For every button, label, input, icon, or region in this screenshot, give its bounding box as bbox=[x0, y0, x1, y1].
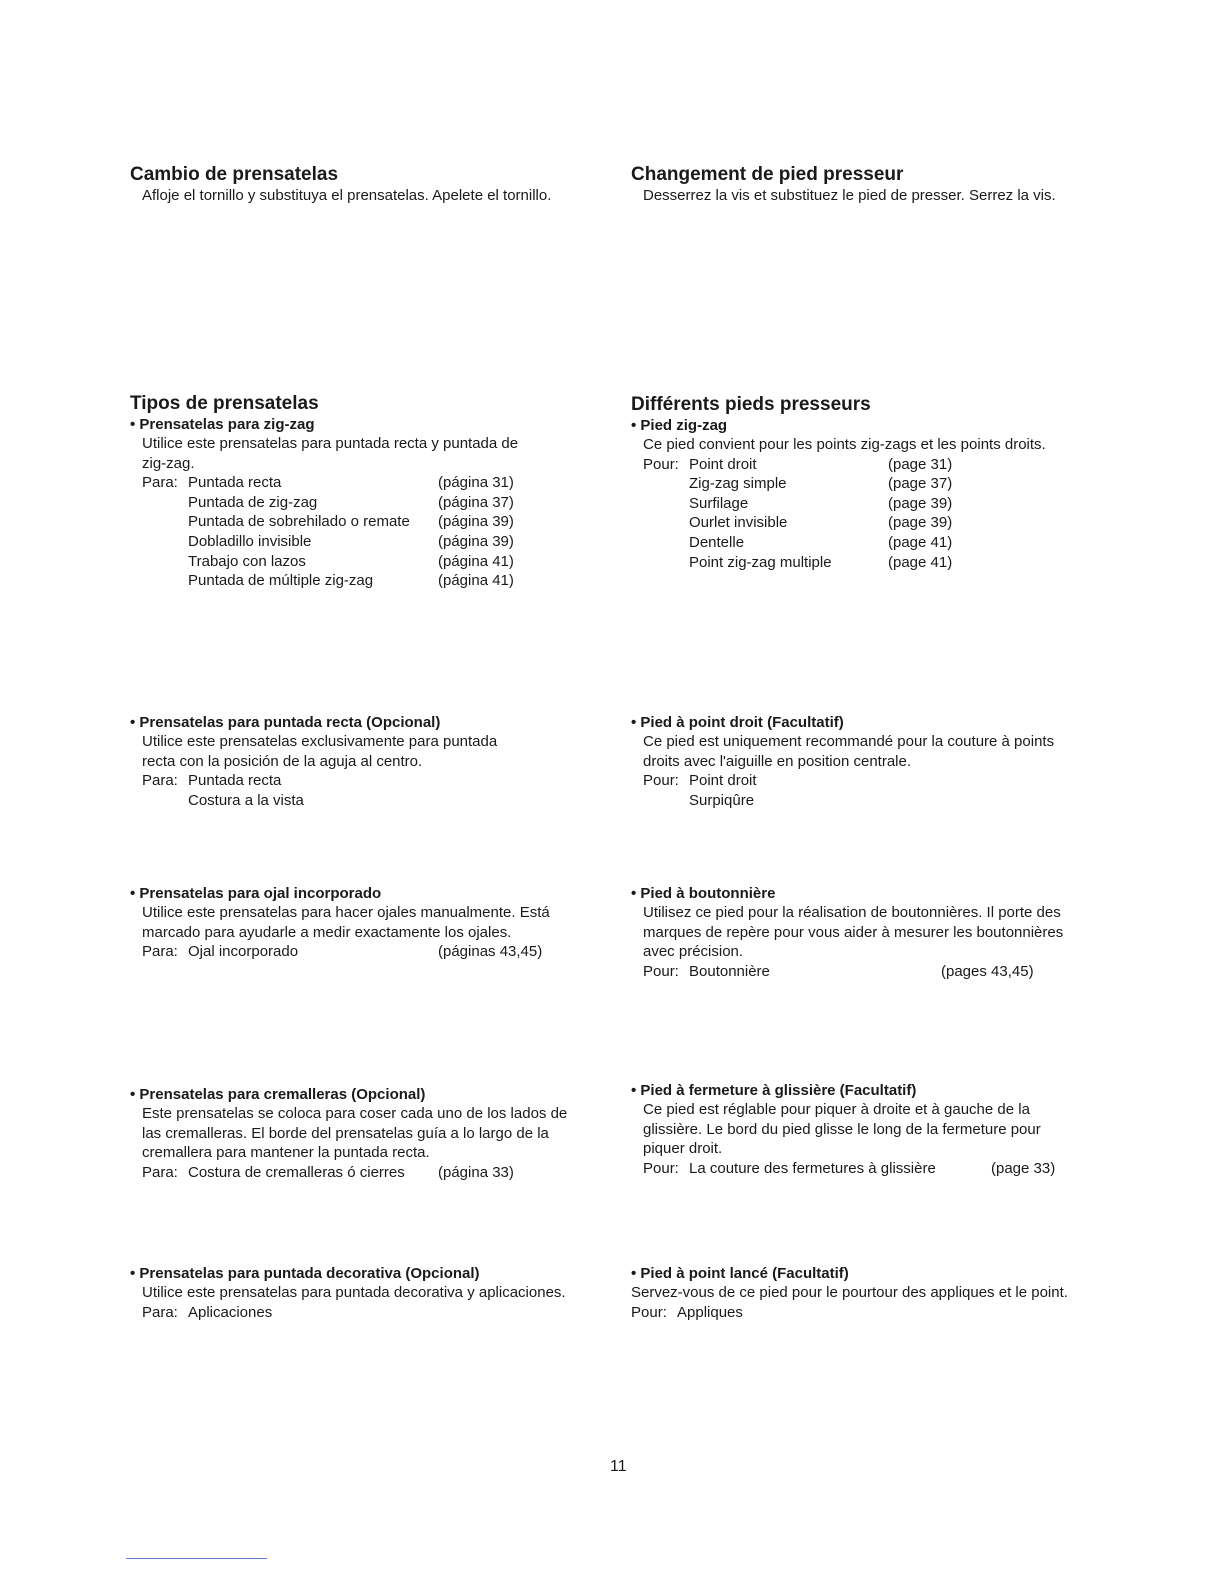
es-zigzag-row bbox=[130, 512, 610, 532]
es-zigzag-text: zig-zag. bbox=[142, 454, 195, 472]
fr-stitch-label: Surfilage bbox=[689, 494, 749, 512]
es-cremalleras-text: cremallera para mantener la puntada recta. bbox=[142, 1144, 430, 1162]
fr-boutonniere-section bbox=[631, 884, 1111, 981]
fr-changement-text: Desserrez la vis et substituez le pied de presser. Serrez la vis. bbox=[643, 187, 1056, 204]
fr-zigzag-row bbox=[631, 553, 1111, 573]
es-para-label: Para: bbox=[142, 772, 178, 790]
es-decorativa-section bbox=[130, 1264, 620, 1322]
es-cambio-text: Afloje el tornillo y substituya el prensatelas. Apelete el tornillo. bbox=[142, 187, 552, 204]
es-stitch-label: Puntada de sobrehilado o remate bbox=[188, 513, 410, 531]
es-stitch-label: Puntada de zig-zag bbox=[188, 493, 318, 511]
fr-stitch-page: (page 41) bbox=[888, 553, 953, 571]
es-zigzag-row bbox=[130, 571, 610, 591]
es-recta-row bbox=[130, 791, 610, 811]
es-stitch-page: (página 39) bbox=[438, 513, 514, 531]
fr-pour-label: Pour: bbox=[643, 772, 679, 790]
es-cremalleras-text: las cremalleras. El borde del prensatelas guía a lo largo de la bbox=[142, 1124, 549, 1142]
es-ojal-text: Utilice este prensatelas para hacer ojales manualmente. Está bbox=[142, 904, 550, 921]
fr-fermeture-heading: • Pied à fermeture à glissière (Facultatif) bbox=[631, 1082, 917, 1099]
fr-lance-item: Appliques bbox=[677, 1303, 743, 1321]
es-stitch-page: (página 41) bbox=[438, 572, 514, 590]
es-cremalleras-row bbox=[130, 1163, 620, 1183]
es-zigzag-heading: • Prensatelas para zig-zag bbox=[130, 416, 315, 433]
es-para-label: Para: bbox=[142, 1303, 178, 1321]
fr-pour-label: Pour: bbox=[643, 455, 679, 473]
fr-lance-section bbox=[631, 1264, 1121, 1322]
fr-zigzag-row bbox=[631, 494, 1111, 514]
fr-boutonniere-text: Utilisez ce pied pour la réalisation de boutonnières. Il porte des bbox=[643, 904, 1061, 921]
fr-stitch-label: Point droit bbox=[689, 455, 757, 473]
page-number: 11 bbox=[610, 1458, 627, 1475]
fr-droit-heading: • Pied à point droit (Facultatif) bbox=[631, 714, 844, 731]
fr-droit-item: Surpiqûre bbox=[689, 791, 755, 809]
fr-stitch-page: (page 31) bbox=[888, 455, 953, 473]
es-recta-text: Utilice este prensatelas exclusivamente para puntada bbox=[142, 733, 498, 750]
es-stitch-label: Puntada de múltiple zig-zag bbox=[188, 572, 374, 590]
es-recta-row bbox=[130, 771, 610, 791]
es-zigzag-row bbox=[130, 473, 610, 493]
es-ojal-heading: • Prensatelas para ojal incorporado bbox=[130, 885, 382, 902]
fr-lance-text: Servez-vous de ce pied pour le pourtour des appliques et le point. bbox=[631, 1284, 1068, 1301]
es-cremalleras-heading: • Prensatelas para cremalleras (Opcional) bbox=[130, 1086, 426, 1103]
es-zigzag-row bbox=[130, 493, 610, 513]
fr-fermeture-text: piquer droit. bbox=[643, 1140, 723, 1158]
fr-zigzag-row bbox=[631, 513, 1111, 533]
es-para-label: Para: bbox=[142, 1163, 178, 1181]
es-decorativa-item: Aplicaciones bbox=[188, 1303, 273, 1321]
es-recta-section bbox=[130, 713, 610, 810]
es-decorativa-row bbox=[130, 1303, 620, 1323]
fr-droit-item: Point droit bbox=[689, 772, 757, 790]
fr-droit-section bbox=[631, 713, 1111, 810]
fr-boutonniere-row bbox=[631, 962, 1111, 982]
es-cremalleras-section bbox=[130, 1085, 620, 1182]
fr-zigzag-heading: • Pied zig-zag bbox=[631, 417, 728, 434]
fr-stitch-page: (page 39) bbox=[888, 494, 953, 512]
fr-changement-title: Changement de pied presseur bbox=[631, 164, 904, 185]
fr-pour-label: Pour: bbox=[631, 1303, 667, 1321]
es-recta-text: recta con la posición de la aguja al centro. bbox=[142, 752, 423, 770]
footer-rule bbox=[126, 1558, 267, 1559]
fr-pour-label: Pour: bbox=[643, 962, 679, 980]
fr-stitch-label: Zig-zag simple bbox=[689, 475, 787, 493]
fr-fermeture-section bbox=[631, 1081, 1111, 1178]
fr-fermeture-text: Ce pied est réglable pour piquer à droite et à gauche de la bbox=[643, 1101, 1030, 1118]
fr-changement-section bbox=[631, 164, 1111, 206]
es-cremalleras-text: Este prensatelas se coloca para coser cada uno de los lados de bbox=[142, 1105, 568, 1122]
es-ojal-row bbox=[130, 942, 610, 962]
fr-stitch-page: (page 39) bbox=[888, 514, 953, 532]
es-tipos-section bbox=[130, 393, 610, 591]
fr-lance-heading: • Pied à point lancé (Facultatif) bbox=[631, 1265, 849, 1282]
fr-fermeture-row bbox=[631, 1159, 1111, 1179]
es-stitch-page: (página 39) bbox=[438, 532, 514, 550]
es-para-label: Para: bbox=[142, 943, 178, 961]
es-stitch-page: (página 37) bbox=[438, 493, 514, 511]
fr-differents-title: Différents pieds presseurs bbox=[631, 394, 871, 415]
fr-stitch-label: Ourlet invisible bbox=[689, 514, 788, 532]
fr-fermeture-page: (page 33) bbox=[991, 1159, 1056, 1177]
fr-zigzag-row bbox=[631, 533, 1111, 553]
fr-fermeture-text: glissière. Le bord du pied glisse le long de la fermeture pour bbox=[643, 1120, 1041, 1138]
es-recta-heading: • Prensatelas para puntada recta (Opcional) bbox=[130, 714, 441, 731]
es-stitch-page: (página 31) bbox=[438, 474, 514, 492]
fr-zigzag-row bbox=[631, 455, 1111, 475]
fr-stitch-label: Dentelle bbox=[689, 533, 745, 551]
es-recta-item: Puntada recta bbox=[188, 772, 282, 790]
fr-differents-section bbox=[631, 394, 1111, 572]
es-zigzag-row bbox=[130, 552, 610, 572]
es-recta-item: Costura a la vista bbox=[188, 791, 304, 809]
fr-zigzag-row bbox=[631, 474, 1111, 494]
es-zigzag-row bbox=[130, 532, 610, 552]
es-para-label: Para: bbox=[142, 474, 178, 492]
es-cambio-section bbox=[130, 164, 610, 206]
es-ojal-text: marcado para ayudarle a medir exactamente los ojales. bbox=[142, 923, 512, 941]
fr-droit-row bbox=[631, 771, 1111, 791]
es-zigzag-text: Utilice este prensatelas para puntada recta y puntada de bbox=[142, 435, 519, 452]
fr-fermeture-item: La couture des fermetures à glissière bbox=[689, 1159, 936, 1177]
es-stitch-page: (página 41) bbox=[438, 552, 514, 570]
fr-boutonniere-text: marques de repère pour vous aider à mesurer les boutonnières bbox=[643, 923, 1064, 941]
es-stitch-label: Puntada recta bbox=[188, 474, 282, 492]
es-stitch-label: Trabajo con lazos bbox=[188, 552, 306, 570]
es-decorativa-heading: • Prensatelas para puntada decorativa (Opcional) bbox=[130, 1265, 480, 1282]
fr-droit-row bbox=[631, 791, 1111, 811]
es-cambio-title: Cambio de prensatelas bbox=[130, 164, 339, 185]
es-ojal-section bbox=[130, 884, 610, 962]
fr-pour-label: Pour: bbox=[643, 1159, 679, 1177]
fr-boutonniere-text: avec précision. bbox=[643, 943, 744, 961]
es-ojal-page: (páginas 43,45) bbox=[438, 943, 543, 961]
fr-droit-text: droits avec l'aiguille en position centrale. bbox=[643, 752, 912, 770]
fr-droit-text: Ce pied est uniquement recommandé pour la couture à points bbox=[643, 733, 1055, 750]
fr-zigzag-text: Ce pied convient pour les points zig-zags et les points droits. bbox=[643, 436, 1046, 453]
fr-boutonniere-page: (pages 43,45) bbox=[941, 962, 1034, 980]
fr-lance-row bbox=[631, 1303, 1121, 1323]
fr-boutonniere-heading: • Pied à boutonnière bbox=[631, 885, 776, 902]
es-decorativa-text: Utilice este prensatelas para puntada decorativa y aplicaciones. bbox=[142, 1284, 566, 1301]
fr-stitch-label: Point zig-zag multiple bbox=[689, 553, 832, 571]
es-cremalleras-item: Costura de cremalleras ó cierres bbox=[188, 1163, 405, 1181]
es-cremalleras-page: (página 33) bbox=[438, 1163, 514, 1181]
fr-stitch-page: (page 41) bbox=[888, 533, 953, 551]
es-tipos-title: Tipos de prensatelas bbox=[130, 393, 319, 414]
fr-stitch-page: (page 37) bbox=[888, 475, 953, 493]
es-stitch-label: Dobladillo invisible bbox=[188, 532, 312, 550]
es-ojal-item: Ojal incorporado bbox=[188, 943, 299, 961]
fr-boutonniere-item: Boutonnière bbox=[689, 962, 770, 980]
